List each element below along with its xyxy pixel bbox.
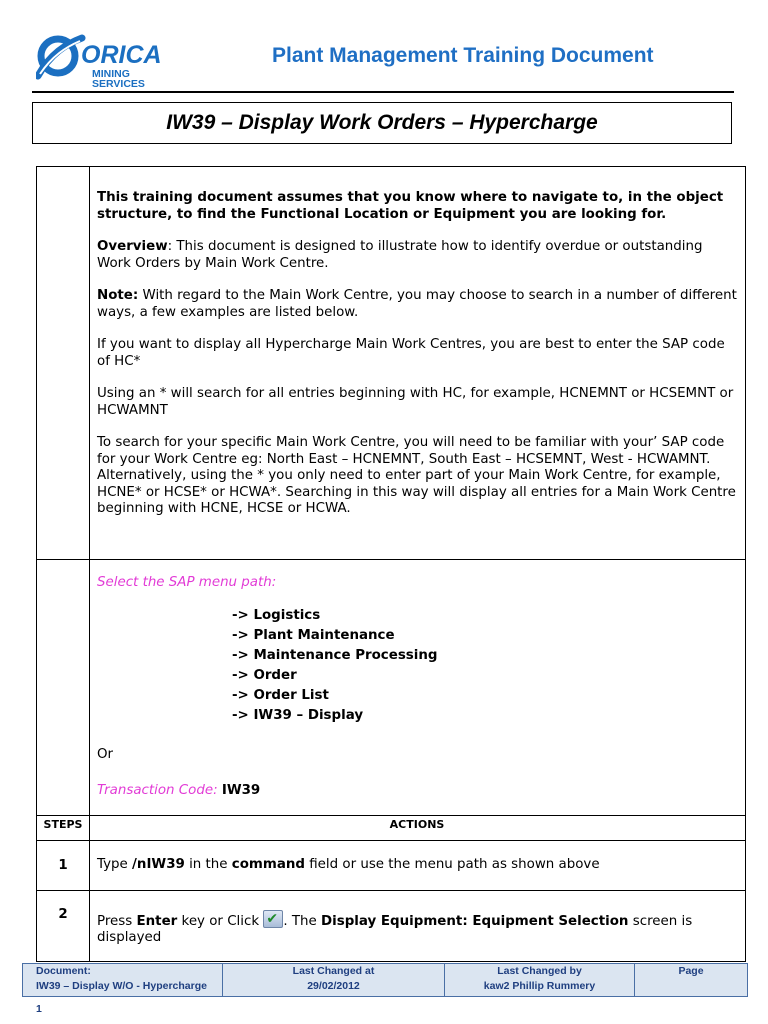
step-text-part: . The: [283, 914, 322, 929]
intro-cell: [97, 190, 739, 534]
footer-page-cell: [635, 964, 747, 996]
footer-changed-by-value: kaw2 Phillip Rummery: [483, 980, 596, 992]
transaction-code: IW39: [221, 783, 261, 798]
overview-label: Overview: [97, 239, 168, 254]
actions-column-header: ACTIONS: [389, 818, 445, 831]
menu-path-item: -> IW39 – Display: [232, 708, 364, 723]
step-text-part: Press: [97, 914, 137, 929]
row-divider: [37, 890, 745, 891]
header-divider: [32, 91, 734, 93]
page-title-box: [32, 102, 732, 144]
transaction-code-label: Transaction Code:: [97, 783, 222, 798]
menu-path-item: -> Order List: [232, 688, 329, 703]
step-text-part: field or use the menu path as shown above: [304, 857, 600, 872]
step-1-text: [97, 857, 737, 873]
wildcard-paragraph: Using an * will search for all entries beginning with HC, for example, HCNEMNT or HCSEMNT or HCWAMNT: [97, 386, 734, 418]
command-field-term: command: [231, 857, 305, 872]
menu-path-label: Select the SAP menu path:: [97, 575, 277, 590]
note-paragraph: [97, 288, 739, 321]
row-divider: [37, 815, 745, 816]
check-enter-icon: ✔: [263, 910, 283, 928]
command-code: /nIW39: [132, 857, 185, 872]
steps-column-header: STEPS: [43, 818, 83, 831]
footer-changed-at-cell: [223, 964, 445, 996]
footer-changed-by-label: Last Changed by: [497, 965, 582, 977]
logo-sub-line-2: SERVICES: [92, 78, 145, 90]
step-number: 1: [58, 858, 68, 873]
enter-key-term: Enter: [136, 914, 178, 929]
menu-path-item: -> Maintenance Processing: [232, 648, 438, 663]
or-text: Or: [97, 747, 114, 762]
orica-logo: [36, 34, 196, 94]
specific-centre-paragraph: To search for your specific Main Work Centre, you will need to be familiar with your’ SAP code for your Work Centre eg: North East – HCNEMNT, South East – HCSEMNT, West - HCWAMNT. Alternatively, using the * you only need to enter part of your Main Work Centre, for example, HCNE* or HCSE* or HCWA*. Searching in this way will display all entries for a Main Work Centre beginning with HCNE, HCSE or HCWA.: [97, 435, 736, 516]
step-text-part: in the: [184, 857, 232, 872]
note-label: Note:: [97, 288, 139, 303]
step-text-part: Type: [97, 857, 133, 872]
document-header-title: Plant Management Training Document: [272, 44, 654, 67]
assumption-text: This training document assumes that you know where to navigate to, in the object structure, to find the Functional Location or Equipment you are looking for.: [97, 190, 724, 222]
footer-changed-at-label: Last Changed at: [292, 965, 375, 977]
overview-text: : This document is designed to illustrate how to identify overdue or outstanding Work Orders by Main Work Centre.: [97, 239, 703, 271]
instruction-table: [36, 166, 746, 962]
menu-path-item: -> Order: [232, 668, 297, 683]
footer-document-cell: [23, 964, 223, 996]
footer-page-label: Page: [678, 965, 704, 977]
page-number: 1: [36, 1003, 42, 1015]
logo-sub-line-1: MINING: [92, 68, 130, 80]
logo-name: ORICA: [81, 41, 162, 69]
transaction-code-line: [97, 783, 739, 800]
document-footer: [22, 963, 748, 997]
logo-subtitle: [92, 69, 145, 89]
footer-changed-by-cell: [445, 964, 635, 996]
step-text-part: key or Click: [177, 914, 264, 929]
row-divider: [37, 559, 745, 560]
step-number: 2: [58, 907, 68, 922]
all-centres-paragraph: If you want to display all Hypercharge Main Work Centres, you are best to enter the SAP code of HC*: [97, 337, 725, 369]
note-text: With regard to the Main Work Centre, you may choose to search in a number of different ways, a few examples are listed below.: [97, 288, 737, 320]
orica-swirl-icon: [36, 34, 86, 84]
footer-document-label: Document:: [36, 965, 91, 977]
overview-paragraph: [97, 239, 739, 272]
footer-document-value: IW39 – Display W/O - Hypercharge: [36, 980, 207, 992]
screen-name: Display Equipment: Equipment Selection: [321, 914, 629, 929]
step-2-text: [97, 910, 737, 946]
footer-changed-at-value: 29/02/2012: [307, 980, 360, 992]
column-divider: [89, 167, 90, 961]
menu-path-item: -> Logistics: [232, 608, 321, 623]
step-text-part: screen is displayed: [97, 914, 693, 945]
row-divider: [37, 840, 745, 841]
menu-path-item: -> Plant Maintenance: [232, 628, 395, 643]
menu-path-list: [232, 606, 437, 726]
page-title: IW39 – Display Work Orders – Hypercharge: [166, 111, 598, 134]
